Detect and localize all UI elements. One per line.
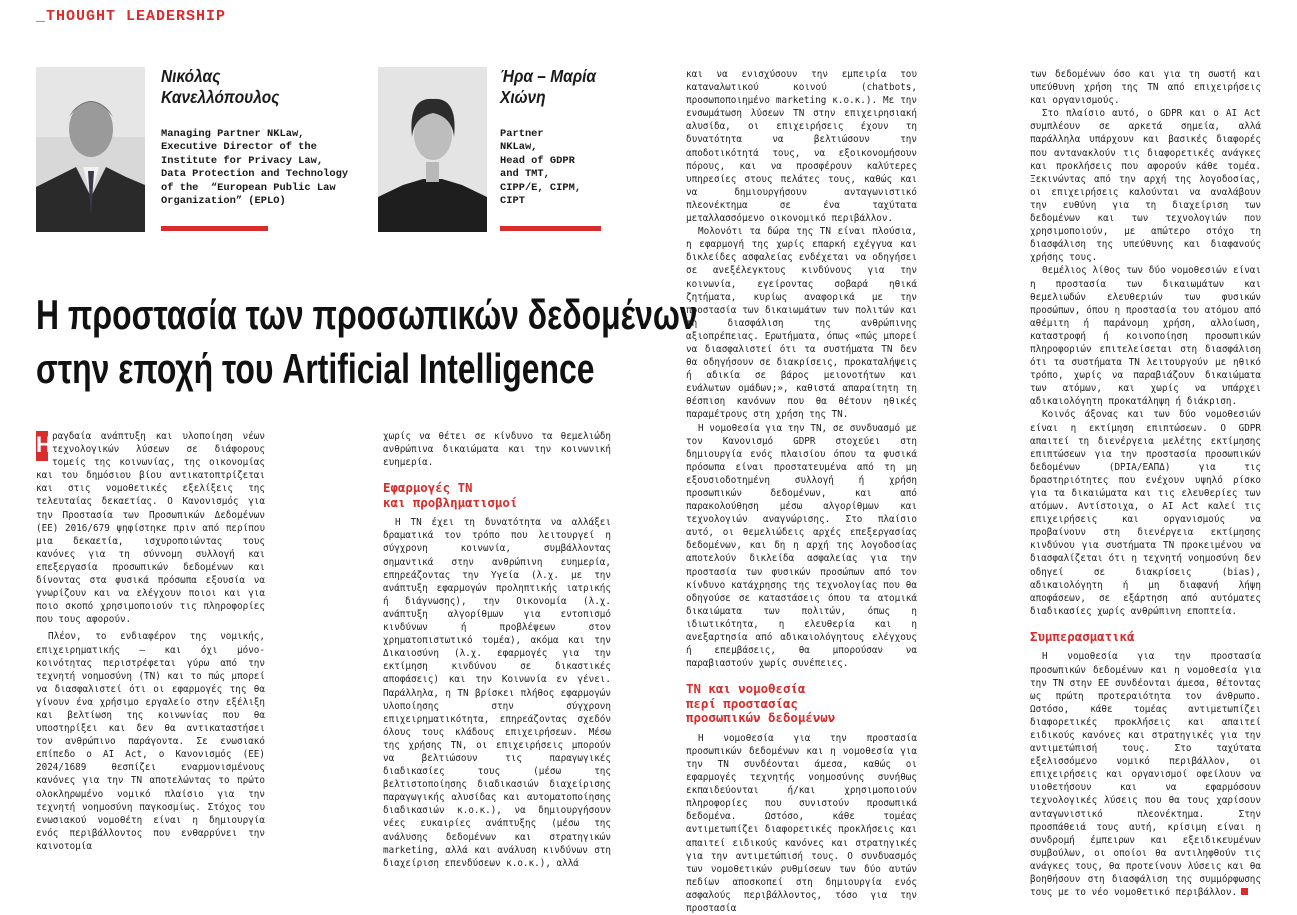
author-bio-2: Partner NKLaw, Head of GDPR and TMT, CIPP/E, CIPM, CIPT	[500, 128, 582, 208]
body-paragraph: χωρίς να θέτει σε κίνδυνο τα θεμελιώδη ανθρώπινα δικαιώματα και την κοινωνική ευημερία.	[383, 431, 611, 469]
end-mark-icon	[1241, 888, 1248, 895]
body-paragraph: Μολονότι τα δώρα της ΤΝ είναι πλούσια, η εφαρμογή της χωρίς επαρκή εχέγγυα και δικλείδες ασφαλείας ενδέχεται να οδηγήσει σε ανεξέλεγκτους κινδύνους για την κοινωνία, εγείροντας σοβαρά ηθικά ζητήματα, κυρίως αναφορικά με την προστασία των δικαιωμάτων των πολιτών και τη διασφάλιση της ανθρώπινης αξιοπρέπειας. Ερωτήματα, όπως «πώς μπορεί να διασφαλιστεί ότι τα συστήματα ΤΝ δεν θα οδηγήσουν σε διακρίσεις, προκαταλήψεις ή αδικία σε βάρος μειονοτήτων και ευάλωτων ομάδων;», καθιστά απαραίτητη τη θέσπιση κανόνων που θα θέτουν ηθικές παραμέτρους στη χρήση της ΤΝ.	[686, 226, 917, 421]
conclusion-paragraph: Η νομοθεσία για την προστασία προσωπικών δεδομένων και η νομοθεσία για την ΤΝ στην ΕΕ συνδέονται άμεσα, θέτοντας ως πρώτη προτεραιότητα τον άνθρωπο. Ωστόσο, κάθε τομέας αντιμετωπίζει διαφορετικές προκλήσεις και απαιτεί ειδικούς κανόνες και στρατηγικές για την αντιμετώπισή τους. Στο ταχύτατα εξελισσόμενο νομικό περιβάλλον, οι επιχειρήσεις και οργανισμοί οφείλουν να υιοθετήσουν και να εφαρμόσουν τεχνολογικές λύσεις που θα τους χαρίσουν ανταγωνιστικό πλεονέκτημα. Στην προσπάθειά τους αυτή, κρίσιμη είναι η συνδρομή έμπειρων και εξειδικευμένων συμβούλων, οι οποίοι θα αντιληφθούν τις ανάγκες τους, θα προτείνουν λύσεις και θα βοηθήσουν στη διασφάλιση της συμμόρφωσης τους με το νέο νομοθετικό περιβάλλον.	[1030, 651, 1261, 899]
body-paragraph: Θεμέλιος λίθος των δύο νομοθεσιών είναι η προστασία των δικαιωμάτων και θεμελιωδών ελευθεριών των φυσικών προσώπων, όπου η προστασία του ατόμου από αθέμιτη ή παράνομη χρήση, αλλοίωση, καταστροφή ή κοινοποίηση προσωπικών πληροφοριών επιτελείσεται στη διασφάλιση ότι τα συστήματα ΤΝ λειτουργούν με ηθικό τρόπο, χωρίς να παραβιάζουν δικαιώματα των ατόμων, και χωρίς να υπάρχει αδικαιολόγητη προκατάληψη ή διάκριση.	[1030, 265, 1261, 408]
body-paragraph: και να ενισχύσουν την εμπειρία του καταναλωτικού κοινού (chatbots, προσωποποιημένο marketing κ.ο.κ.). Με την ενσωμάτωση λύσεων ΤΝ στην επιχειρησιακή αλυσίδα, οι επιχειρήσεις έχουν τη δυνατότητα να βελτιώσουν την αποδοτικότητά τους, να εξοικονομήσουν πόρους, και να προσφέρουν καλύτερες υπηρεσίες στους πελάτες τους, καθώς και να δημιουργήσουν ανταγωνιστικό πλεονέκτημα σε ένα ταχύτατα μεταλλασσόμενο οικονομικό περιβάλλον.	[686, 69, 917, 225]
body-paragraph: Η νομοθεσία για την ΤΝ, σε συνδυασμό με τον Κανονισμό GDPR στοχεύει στη δημιουργία ενός πλαισίου όπου τα φυσικά πρόσωπα είναι προστατευμένα από τη μη εξουσιοδοτημένη συλλογή ή χρήση προσωπικών δεδομένων, και από παρακολούθηση μέσω αλγορίθμων και τεχνολογιών αναγνώρισης. Στο πλαίσιο αυτό, οι θεμελιώδεις αρχές επεξεργασίας δεδομένων, και δη η αρχή της λογοδοσίας αποτελούν δικλείδα ασφαλείας για την προστασία των φυσικών προσώπων από τον κίνδυνο κατάχρησης της τεχνολογίας που θα οδηγούσε σε καταστάσεις όπου τα ατομικά δικαιώματα των πολιτών, όπως η ιδιωτικότητα, η ελευθερία και η ανεξαρτησία από αδικαιολόγητους ελέγχους ή επεμβάσεις, θα μπορούσαν να παραβιαστούν χωρίς συνέπειες.	[686, 422, 917, 670]
headline-line-1: Η προστασία των προσωπικών δεδομένων	[36, 291, 698, 338]
author-photo-kanellopoulos	[36, 67, 145, 232]
author-name-2: Ήρα – Μαρία Χιώνη	[500, 66, 596, 107]
body-paragraph: Η ΤΝ έχει τη δυνατότητα να αλλάξει δραματικά τον τρόπο που λειτουργεί η σύγχρονη κοινωνία, συμβάλλοντας σημαντικά στην ανθρώπινη ευημερία, επηρεάζοντας την Υγεία (λ.χ. με την ανάπτυξη εφαρμογών προληπτικής ιατρικής ή διάγνωσης), την Οικονομία (λ.χ. ανάπτυξη αλγορίθμων για εντοπισμό κινδύνων ή προβλέψεων στον χρηματοπιστωτικό τομέα), ακόμα και την Δικαιοσύνη (λ.χ. εφαρμογές για την εκτίμηση κινδύνου σε δικαστικές αποφάσεις) και την Κοινωνία εν γένει. Παράλληλα, η ΤΝ βρίσκει πλήθος εφαρμογών υλοποίησης στην σύγχρονη επιχειρηματικότητα, επηρεάζοντας σχεδόν όλους τους κλάδους επιχειρήσεων. Μέσω της χρήσης ΤΝ, οι επιχειρήσεις μπορούν να βελτιώσουν τις παραγωγικές διαδικασίες τους (μέσω της βελτιστοποίησης διαδικασιών διαχείρισης παραγωγικής αλυσίδας και αυτοματοποίησης διαδικασιών κ.ο.κ.), να δημιουργήσουν νέες ευκαιρίες ανάπτυξης (μέσω της ανάλυσης δεδομένων και στρατηγικών marketing, αλλά και ανάλυση κινδύνων στη διαχείριση επενδύσεων κ.ο.κ.), αλλά	[383, 517, 611, 869]
body-paragraph: Πλέον, το ενδιαφέρον της νομικής, επιχειρηματικής – και όχι μόνο- κοινότητας περιστρέφεται γύρω από την τεχνητή νοημοσύνη (ΤΝ) και το πώς μπορεί να διασφαλιστεί ότι οι εφαρμογές της θα γίνουν ένα χρήσιμο εργαλείο στην εξέλιξη και βελτίωση της κοινωνίας που θα υποστηρίξει και δεν θα αντικαταστήσει τον ανθρώπινο παράγοντα. Σε ενωσιακό επίπεδο ο AI Act, ο Κανονισμός (ΕΕ) 2024/1689 θεσπίζει εναρμονισμένους κανόνες για την ΤΝ αποτελώντας το πρώτο ολοκληρωμένο νομικό πλαίσιο για την τεχνητή νοημοσύνη παγκοσμίως. Στόχος του ενωσιακού νομοθέτη είναι η δημιουργία ενός περιβάλλοντος που ενθαρρύνει την καινοτομία	[36, 631, 265, 852]
section-heading-legislation: ΤΝ και νομοθεσία περί προστασίας προσωπικών δεδομένων	[686, 681, 836, 726]
drop-cap: Η	[36, 431, 48, 461]
author-photo-chioni	[378, 67, 487, 232]
intro-paragraph: ραγδαία ανάπτυξη και υλοποίηση νέων τεχνολογικών λύσεων σε διάφορους τομείς της κοινωνίας, της οικονομίας και του δημόσιου βίου αντικατοπτρίζεται και στις νομοθετικές εξελίξεις της τελευταίας δεκαετίας. Ο Κανονισμός για την Προστασία των Προσωπικών Δεδομένων (ΕΕ) 2016/679 ψηφίστηκε πριν από περίπου μια δεκαετία, ισχυροποιώντας τους κανόνες για τη σύννομη συλλογή και επεξεργασία προσωπικών δεδομένων και δίνοντας στα φυσικά πρόσωπα εξουσία να γνωρίζουν και να ελέγχουν ποιοι και για ποιο σκοπό χρησιμοποιούν τις πληροφορίες που τους αφορούν.	[36, 431, 265, 626]
body-paragraph: των δεδομένων όσο και για τη σωστή και υπεύθυνη χρήση της ΤΝ από επιχειρήσεις και οργανισμούς.	[1030, 69, 1261, 107]
article-headline	[36, 288, 698, 396]
author-name-1: Νικόλας Κανελλόπουλος	[161, 66, 280, 107]
article-column-4	[1030, 68, 1261, 899]
author-bio-1: Managing Partner NKLaw, Executive Director of the Institute for Privacy Law, Data Protection and Technology of the “European Public Law Organization” (EPLO)	[161, 128, 349, 208]
article-column-2	[383, 430, 611, 870]
author-2-divider	[500, 226, 601, 231]
body-paragraph: Στο πλαίσιο αυτό, ο GDPR και ο AI Act συμπλέουν σε αρκετά σημεία, αλλά παράλληλα υπάρχουν και βασικές διαφορές που αντανακλούν τις διαφορετικές ανάγκες και προκλήσεις που αφορούν κάθε τομέα. Ξεκινώντας από την αρχή της λογοδοσίας, οι επιχειρήσεις καλούνται να αναλάβουν την ευθύνη για τη διαχείριση των δεδομένων και των τεχνολογιών που χρησιμοποιούν, με απώτερο στόχο τη διασφάλιση της υπεύθυνης και διαφανούς χρήσης τους.	[1030, 108, 1261, 264]
article-column-3	[686, 68, 917, 915]
section-tag: _THOUGHT LEADERSHIP	[36, 8, 227, 25]
section-heading-conclusions: Συμπερασματικά	[1030, 628, 1135, 644]
body-paragraph: Η νομοθεσία για την προστασία προσωπικών δεδομένων και η νομοθεσία για την ΤΝ συνδέονται άμεσα, καθώς οι εφαρμογές τεχνητής νοημοσύνης συνήθως εκπαιδεύονται ή/και χρησιμοποιούν πληροφορίες που συνιστούν προσωπικά δεδομένα. Ωστόσο, κάθε τομέας αντιμετωπίζει διαφορετικές προκλήσεις και απαιτεί ειδικούς κανόνες και στρατηγικές για την αντιμετώπισή τους. Ο συνδυασμός των νομοθετικών ρυθμίσεων των δύο αυτών πεδίων αποσκοπεί στη δημιουργία ενός ασφαλούς περιβάλλοντος, τόσο για την προστασία	[686, 732, 917, 915]
headline-line-2: στην εποχή του Artificial Intelligence	[36, 345, 595, 392]
author-1-divider	[161, 226, 268, 231]
section-heading-applications: Εφαρμογές ΤΝ και προβληματισμοί	[383, 480, 518, 510]
article-column-1	[36, 430, 265, 853]
body-paragraph: Κοινός άξονας και των δύο νομοθεσιών είναι η εκτίμηση επιπτώσεων. Ο GDPR απαιτεί τη διενέργεια μελέτης εκτίμησης επιπτώσεων για την προστασία προσωπικών δεδομένων (DPIA/ΕΑΠΔ) για τις δραστηριότητες που ενέχουν υψηλό ρίσκο για τα δικαιώματα και τις ελευθερίες των ατόμων. Αντίστοιχα, ο AI Act καλεί τις επιχειρήσεις και οργανισμούς να προβαίνουν στη διενέργεια εκτίμησης κινδύνου για συστήματα ΤΝ προκειμένου να διασφαλίζεται ότι η τεχνητή νοημοσύνη δεν οδηγεί σε διακρίσεις (bias), αδικαιολόγητη ή μη διαφανή λήψη αποφάσεων, σε εξάρτηση από αυτόματες διαδικασίες χωρίς ανθρώπινη εποπτεία.	[1030, 409, 1261, 617]
